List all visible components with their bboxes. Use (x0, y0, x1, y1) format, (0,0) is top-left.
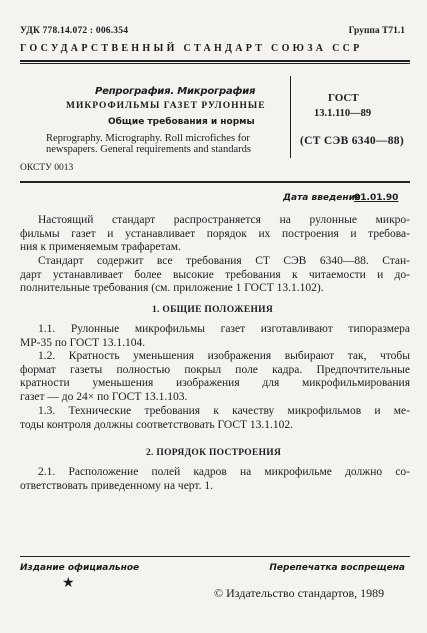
paragraph-1-2 (20, 350, 410, 404)
sev-reference: (СТ СЭВ 6340—88) (300, 135, 404, 147)
gost-label: ГОСТ (328, 92, 359, 104)
udk-code: УДК 778.14.072 : 006.354 (20, 26, 129, 36)
group-code: Группа Т71.1 (348, 26, 405, 36)
header-rule (20, 60, 410, 62)
section-heading-1: 1. ОБЩИЕ ПОЛОЖЕНИЯ (152, 305, 274, 315)
intro-date-label: Дата введения (283, 193, 361, 203)
title-english-line-2: newspapers. General requirements and standards (46, 144, 251, 155)
intro-date-value: 01.01.90 (354, 193, 399, 203)
text-line: дарт устанавливает более высокие требования к читаемости и до- (20, 268, 410, 281)
state-standard-header: ГОСУДАРСТВЕННЫЙ СТАНДАРТ СОЮЗА ССР (20, 43, 363, 54)
text-line: 2.1. Расположение полей кадров на микрофильме должно со- (38, 466, 410, 478)
text-line: 1.2. Кратность уменьшения изображения выбирают так, чтобы (38, 350, 410, 362)
text-line: 1.3. Технические требования к качеству микрофильмов и ме- (38, 405, 410, 417)
paragraph-2-1 (20, 466, 410, 493)
title-english (46, 133, 286, 155)
title-subject: Репрография. Микрография (95, 86, 256, 97)
paragraph-scope (20, 214, 410, 255)
text-line: Стандарт содержит все требования СТ СЭВ 6340—88. Стан- (38, 255, 410, 267)
okstu-code: ОКСТУ 0013 (20, 163, 74, 173)
text-line: полнительные требования (см. приложение 1 ГОСТ 13.1.102). (20, 282, 324, 295)
official-edition-label: Издание официальное (20, 563, 140, 573)
paragraph-content (20, 255, 410, 296)
title-english-line-1: Reprography. Micrography. Roll microfiches for (46, 133, 250, 144)
paragraph-1-3 (20, 405, 410, 432)
section-heading-2: 2. ПОРЯДОК ПОСТРОЕНИЯ (146, 448, 282, 458)
paragraph-1-1 (20, 323, 410, 350)
gost-number: 13.1.110—89 (314, 108, 372, 119)
text-line: Настоящий стандарт распространяется на рулонные микро- (38, 214, 410, 226)
text-line: ния к применяемым трафаретам. (20, 241, 181, 254)
title-name: МИКРОФИЛЬМЫ ГАЗЕТ РУЛОННЫЕ (66, 101, 266, 111)
text-line: кратности уменьшения изображения для микрофильмирования (20, 377, 410, 390)
title-divider (290, 76, 291, 158)
title-rule (20, 181, 410, 183)
text-line: фильмы газет и устанавливает порядок их построения и требова- (20, 227, 410, 240)
publisher-copyright: © Издательство стандартов, 1989 (214, 586, 385, 600)
text-line: ответствовать приведенному на черт. 1. (20, 479, 213, 492)
text-line: 1.1. Рулонные микрофильмы газет изготавливают типоразмера (38, 323, 410, 335)
star-icon: ★ (62, 576, 75, 591)
text-line: МР-35 по ГОСТ 13.1.104. (20, 336, 146, 349)
text-line: формат газеты полностью покрыл поле кадра. Предпочтительные (20, 363, 410, 376)
reprint-forbidden-label: Перепечатка воспрещена (269, 563, 405, 573)
text-line: тоды контроля должны соответствовать ГОСТ 13.1.102. (20, 418, 294, 431)
header-rule-thin (20, 63, 410, 64)
text-line: газет — до 24× по ГОСТ 13.1.103. (20, 390, 188, 403)
title-subtitle: Общие требования и нормы (108, 117, 255, 127)
footer-rule (20, 556, 410, 557)
